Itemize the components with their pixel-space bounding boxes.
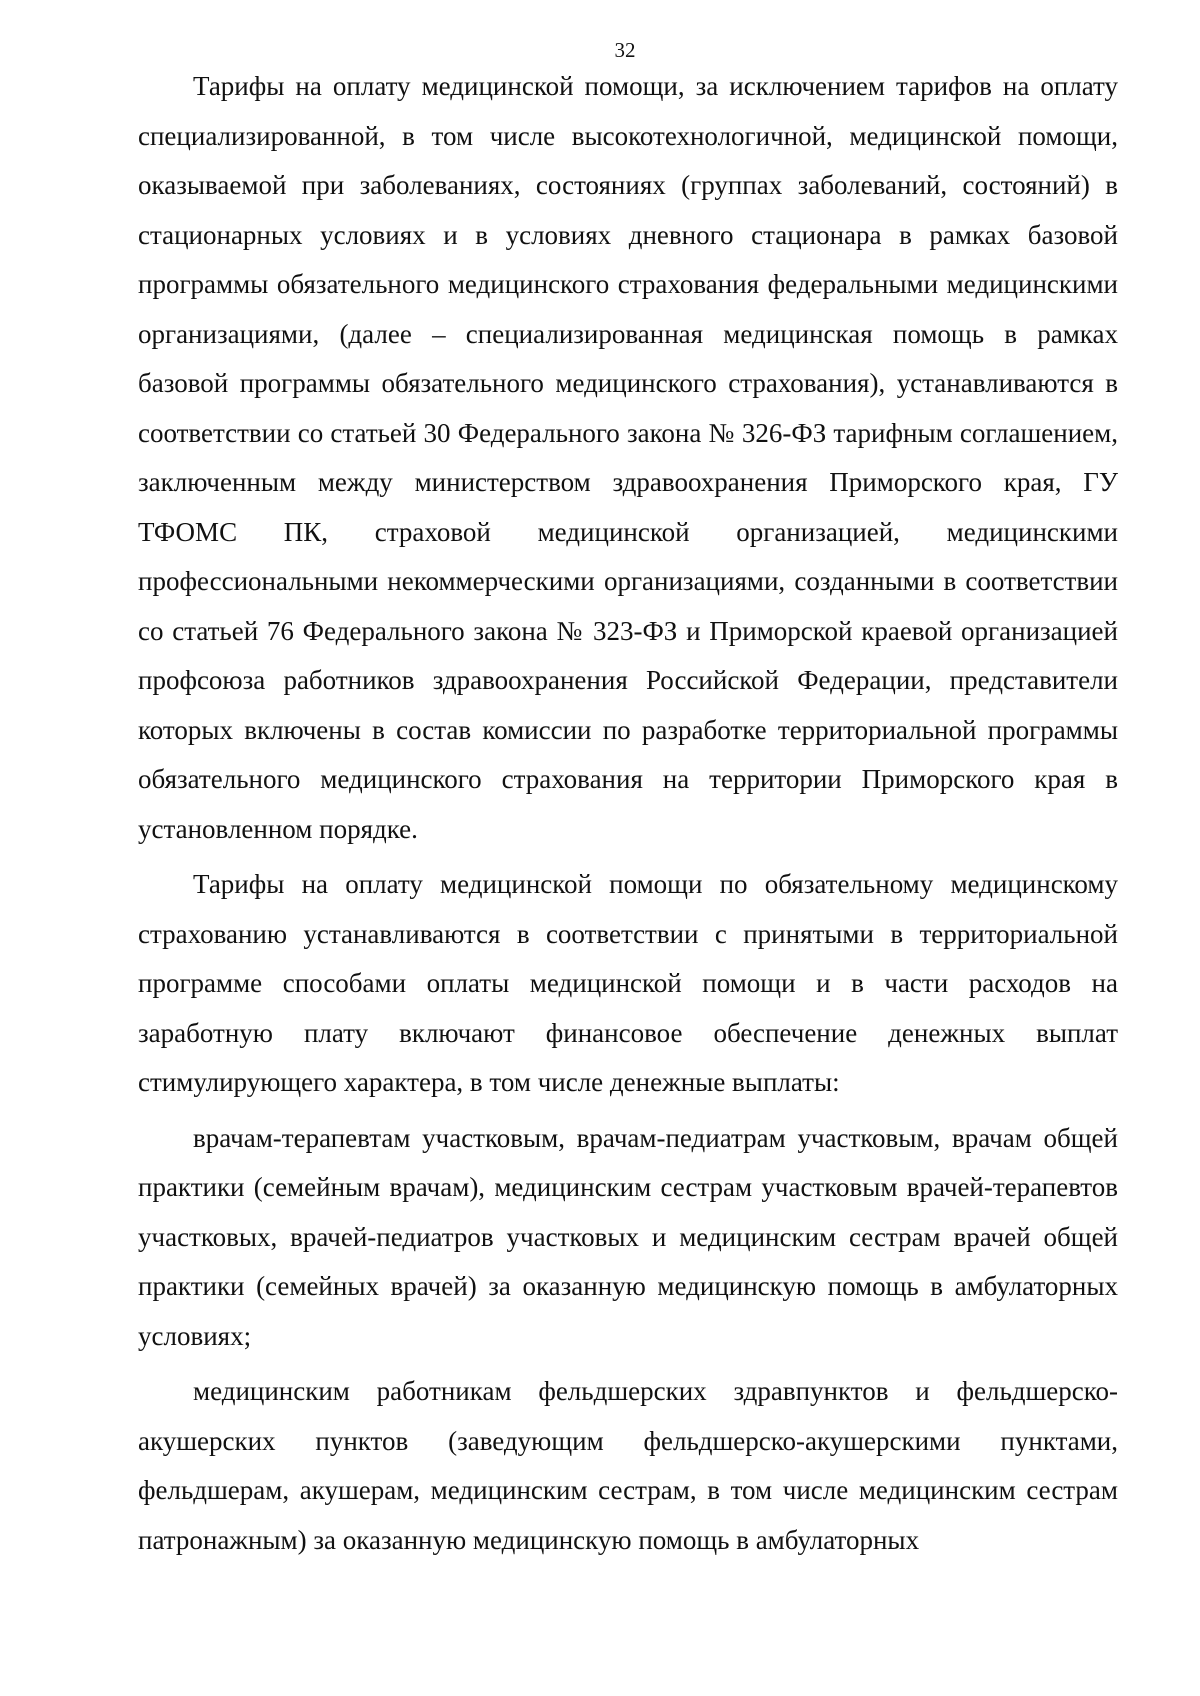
paragraph-tariffs-specialized-care: Тарифы на оплату медицинской помощи, за исключением тарифов на оплату специализированной, в том числе высокотехнологичной, медицинской помощи, оказываемой при заболеваниях, состояниях (группах заболеваний, состояний) в стационарных условиях и в условиях дневного стационара в рамках базовой программы обязательного медицинского страхования федеральными медицинскими организациями, (далее – специализированная медицинская помощь в рамках базовой программы обязательного медицинского страхования), устанавливаются в соответствии со статьей 30 Федерального закона № 326-ФЗ тарифным соглашением, заключенным между министерством здравоохранения Приморского края, ГУ ТФОМС ПК, страховой медицинской организацией, медицинскими профессиональными некоммерческими организациями, созданными в соответствии со статьей 76 Федерального закона № 323-ФЗ и Приморской краевой организацией профсоюза работников здравоохранения Российской Федерации, представители которых включены в состав комиссии по разработке территориальной программы обязательного медицинского страхования на территории Приморского края в установленном порядке. bbox=[138, 71, 1118, 844]
document-body bbox=[138, 62, 1118, 1571]
paragraph-payments-feldsher-points: медицинским работникам фельдшерских здравпунктов и фельдшерско-акушерских пунктов (заведующим фельдшерско-акушерскими пунктами, фельдшерам, акушерам, медицинским сестрам, в том числе медицинским сестрам патронажным) за оказанную медицинскую помощь в амбулаторных bbox=[138, 1376, 1118, 1555]
page-number: 32 bbox=[614, 38, 636, 62]
paragraph-tariffs-oms: Тарифы на оплату медицинской помощи по обязательному медицинскому страхованию устанавливаются в соответствии с принятыми в территориальной программе способами оплаты медицинской помощи и в части расходов на заработную плату включают финансовое обеспечение денежных выплат стимулирующего характера, в том числе денежные выплаты: bbox=[138, 869, 1118, 1097]
paragraph-payments-district-doctors: врачам-терапевтам участковым, врачам-педиатрам участковым, врачам общей практики (семейным врачам), медицинским сестрам участковым врачей-терапевтов участковых, врачей-педиатров участковых и медицинским сестрам врачей общей практики (семейных врачей) за оказанную медицинскую помощь в амбулаторных условиях; bbox=[138, 1122, 1118, 1351]
